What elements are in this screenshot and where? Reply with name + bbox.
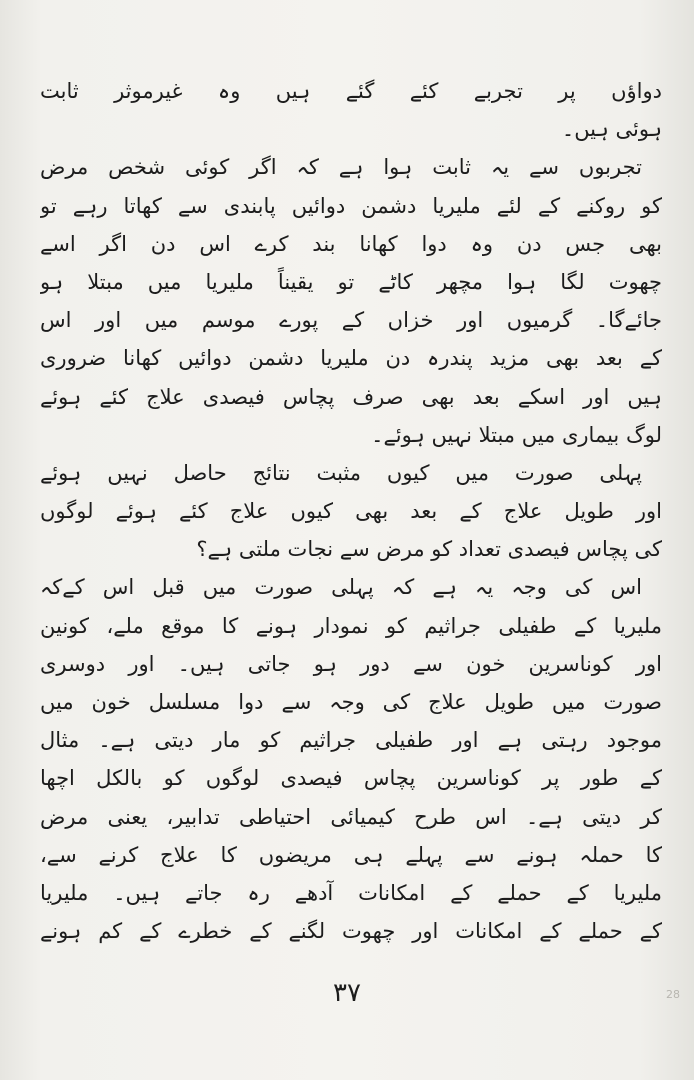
text-line: دواؤں پر تجربے کئے گئے ہیں وہ غیرموثر ثابت bbox=[40, 79, 662, 103]
text-line: تجربوں سے یہ ثابت ہوا ہے کہ اگر کوئی شخص مرض bbox=[40, 155, 642, 180]
text-line: کو روکنے کے لئے ملیریا دشمن دوائیں پابندی سے کھاتا رہے تو bbox=[40, 193, 662, 218]
text-line: جائےگا۔ گرمیوں اور خزاں کے پورے موسم میں اور اس bbox=[40, 308, 662, 333]
text-line: اس کی وجہ یہ ہے کہ پہلی صورت میں قبل اس کےکہ bbox=[40, 575, 642, 600]
text-line: کے طور پر کوناسرین پچاس فیصدی لوگوں کو بالکل اچھا bbox=[40, 766, 662, 791]
text-line: اور کوناسرین خون سے دور ہو جاتی ہیں۔ اور دوسری bbox=[40, 651, 662, 676]
text-line: کا حملہ ہونے سے پہلے ہی مریضوں کا علاج کرنے سے، bbox=[40, 842, 662, 867]
page-text bbox=[40, 72, 670, 950]
page-number: ۳۷ bbox=[333, 978, 361, 1008]
text-line: بھی جس دن وہ دوا کھانا بند کرے اس دن اگر اسے bbox=[40, 231, 662, 256]
text-line: کی پچاس فیصدی تعداد کو مرض سے نجات ملتی ہے؟ bbox=[196, 537, 662, 562]
margin-mark: 28 bbox=[666, 988, 680, 1001]
text-line: صورت میں طویل علاج کی وجہ سے دوا مسلسل خون میں bbox=[40, 690, 662, 714]
text-line: پہلی صورت میں کیوں مثبت نتائج حاصل نہیں ہوئے bbox=[40, 460, 642, 485]
text-line: کر دیتی ہے۔ اس طرح کیمیائی احتیاطی تدابیر، یعنی مرض bbox=[40, 804, 662, 829]
text-line: موجود رہتی ہے اور طفیلی جراثیم کو مار دیتی ہے۔ مثال bbox=[40, 728, 662, 753]
text-line: اور طویل علاج کے بعد بھی کیوں علاج کئے ہوئے لوگوں bbox=[40, 499, 662, 524]
text-line: ہیں اور اسکے بعد بھی صرف پچاس فیصدی علاج کئے ہوئے bbox=[40, 384, 662, 409]
text-line: ملیریا کے طفیلی جراثیم کو نمودار ہونے کا موقع ملے، کونین bbox=[40, 613, 662, 638]
text-line: کے بعد بھی مزید پندرہ دن ملیریا دشمن دوائیں کھانا ضروری bbox=[40, 346, 662, 371]
text-line: ہوئی ہیں۔ bbox=[561, 117, 662, 142]
text-line: لوگ بیماری میں مبتلا نہیں ہوئے۔ bbox=[371, 422, 662, 447]
text-line: چھوت لگا ہوا مچھر کاٹے تو یقیناً ملیریا میں مبتلا ہو bbox=[40, 269, 662, 294]
text-line: ملیریا کے حملے کے امکانات آدھے رہ جاتے ہیں۔ ملیریا bbox=[40, 880, 662, 905]
text-line: کے حملے کے امکانات اور چھوت لگنے کے خطرے کے کم ہونے bbox=[40, 919, 662, 944]
